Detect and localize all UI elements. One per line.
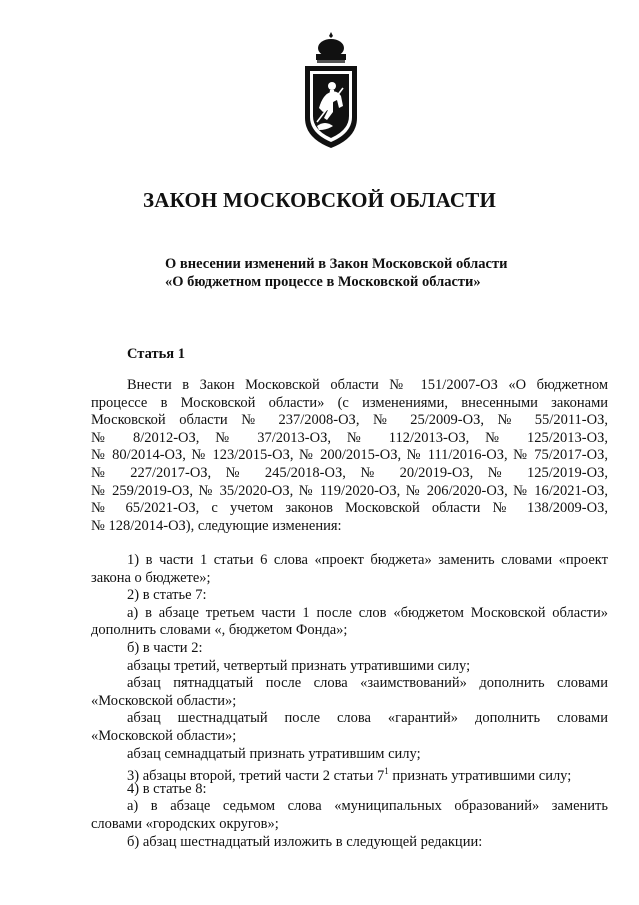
list-item-line: дополнить словами «, бюджетом Фонда»; xyxy=(91,622,348,639)
paragraph-line: № 8/2012-ОЗ, № 37/2013-ОЗ, № 112/2013-ОЗ, № 125/2013-ОЗ, xyxy=(91,429,608,446)
list-item-line: «Московской области»; xyxy=(91,692,237,709)
list-item-line: б) абзац шестнадцатый изложить в следующей редакции: xyxy=(127,833,483,850)
list-item-line: закона о бюджете»; xyxy=(91,569,211,586)
list-item-line: 4) в статье 8: xyxy=(127,780,207,797)
moscow-oblast-coat-of-arms-icon xyxy=(297,30,365,152)
list-item-line: абзац пятнадцатый после слова «заимствований» дополнить словами xyxy=(127,675,608,692)
paragraph-line: № 227/2017-ОЗ, № 245/2018-ОЗ, № 20/2019-ОЗ, № 125/2019-ОЗ, xyxy=(91,464,608,481)
list-item-line xyxy=(91,763,608,785)
list-item-line: а) в абзаце третьем части 1 после слов «бюджетом Московской области» xyxy=(127,604,608,621)
article-heading: Статья 1 xyxy=(127,346,185,362)
paragraph-line: № 128/2014-ОЗ), следующие изменения: xyxy=(91,517,342,534)
list-item-text: признать утратившими силу; xyxy=(388,768,572,785)
list-item-line: абзацы третий, четвертый признать утратившими силу; xyxy=(127,657,471,674)
paragraph-line: Московской области № 237/2008-ОЗ, № 25/2009-ОЗ, № 55/2011-ОЗ, xyxy=(91,412,608,429)
list-item-text: 3) абзацы второй, третий части 2 статьи 7 xyxy=(127,768,385,785)
list-item-line: 2) в статье 7: xyxy=(127,587,207,604)
document-title: ЗАКОН МОСКОВСКОЙ ОБЛАСТИ xyxy=(142,188,497,212)
subtitle-line: О внесении изменений в Закон Московской области xyxy=(165,256,508,272)
list-item-line: б) в части 2: xyxy=(127,639,203,656)
paragraph-line: № 259/2019-ОЗ, № 35/2020-ОЗ, № 119/2020-ОЗ, № 206/2020-ОЗ, № 16/2021-ОЗ, xyxy=(91,482,608,499)
list-item-line: 1) в части 1 статьи 6 слова «проект бюджета» заменить словами «проект xyxy=(127,552,608,568)
paragraph-line: № 80/2014-ОЗ, № 123/2015-ОЗ, № 200/2015-ОЗ, № 111/2016-ОЗ, № 75/2017-ОЗ, xyxy=(91,447,608,464)
intro-paragraph xyxy=(91,377,608,535)
superscript: 1 xyxy=(384,766,389,777)
list-item-line: словами «городских округов»; xyxy=(91,815,279,832)
paragraph-line: № 65/2021-ОЗ, с учетом законов Московской области № 138/2009-ОЗ, xyxy=(91,500,608,517)
amendments-list xyxy=(91,552,608,851)
paragraph-line: процессе в Московской области» (с изменениями, внесенными законами xyxy=(91,394,608,411)
paragraph-line: Внести в Закон Московской области № 151/2007-ОЗ «О бюджетном xyxy=(127,377,608,393)
subtitle-line: «О бюджетном процессе в Московской области» xyxy=(165,273,481,290)
list-item-line: а) в абзаце седьмом слова «муниципальных образований» заменить xyxy=(127,798,608,815)
document-subtitle xyxy=(165,256,507,291)
list-item-line: абзац шестнадцатый после слова «гарантий» дополнить словами xyxy=(127,710,608,727)
list-item-line: «Московской области»; xyxy=(91,727,237,744)
list-item-line: абзац семнадцатый признать утратившим силу; xyxy=(127,745,421,762)
